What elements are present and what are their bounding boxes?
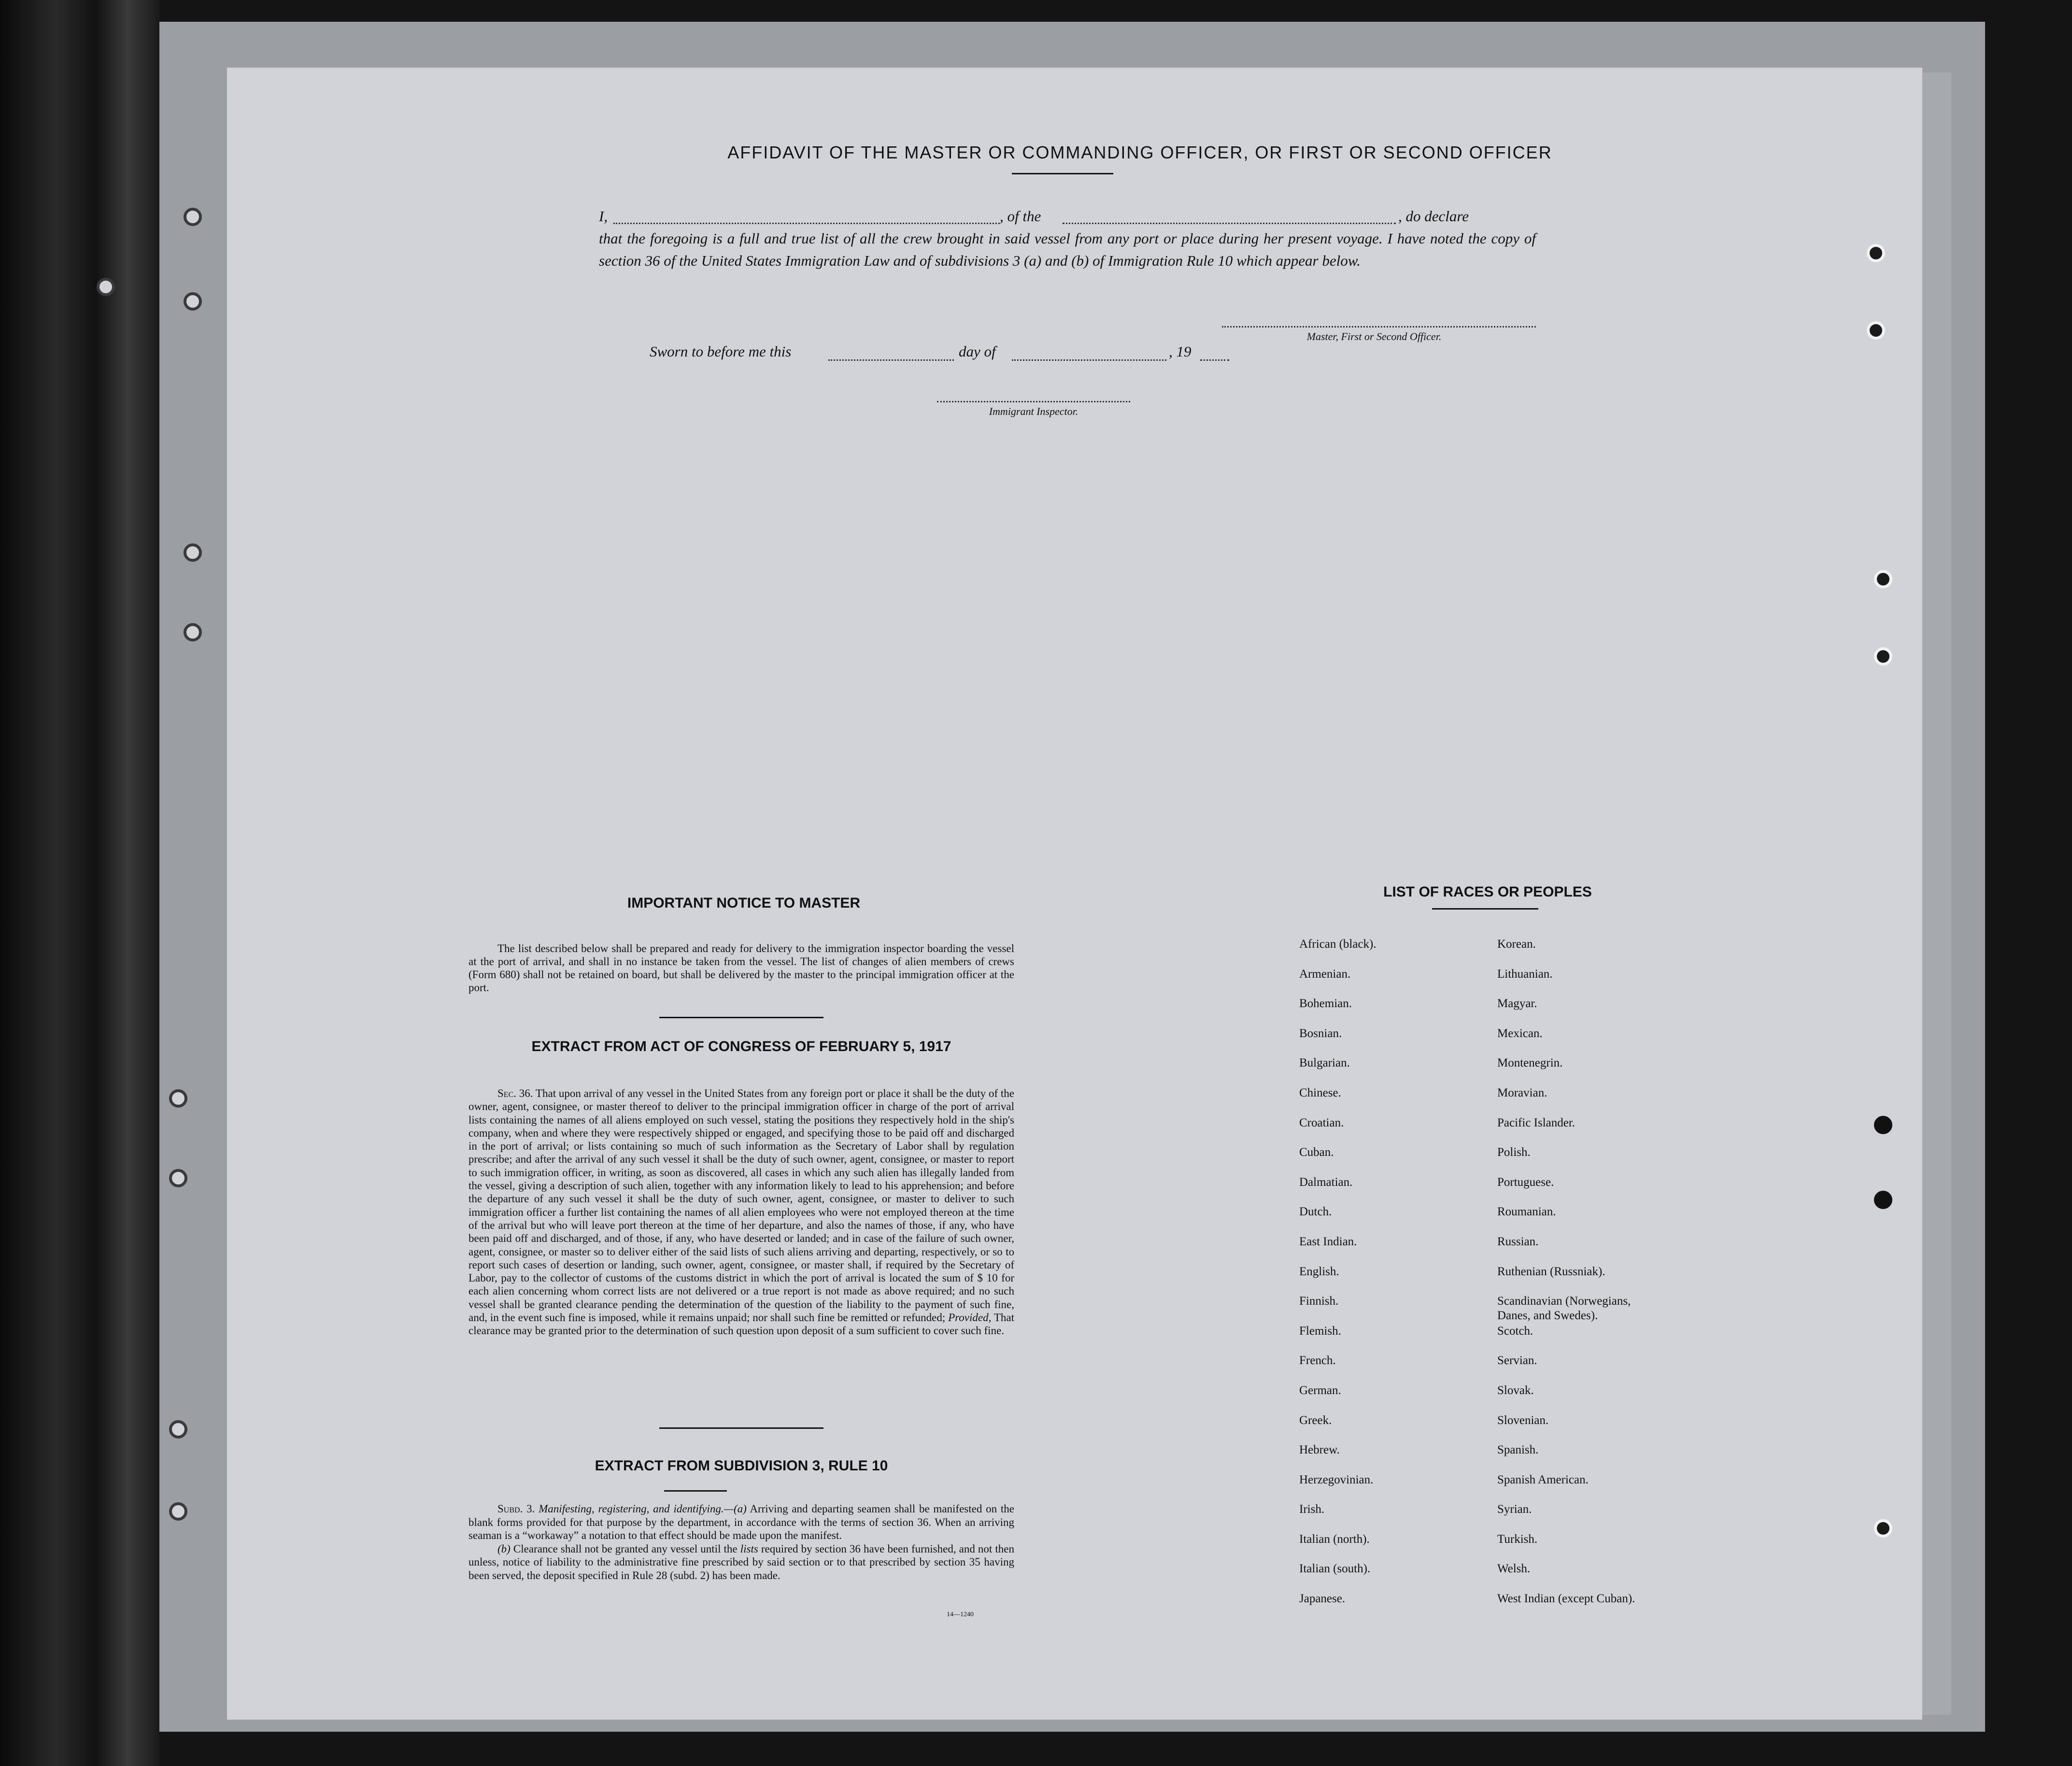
race-item: Magyar. <box>1497 997 1537 1011</box>
section-divider <box>659 1427 823 1429</box>
race-item: Syrian. <box>1497 1503 1532 1516</box>
punch-hole <box>169 1089 187 1108</box>
race-item: Roumanian. <box>1497 1205 1556 1219</box>
race-item: Hebrew. <box>1299 1443 1340 1457</box>
punch-hole <box>184 623 202 641</box>
provided-label: Provided, <box>948 1311 992 1324</box>
signature-label: Master, First or Second Officer. <box>1306 330 1442 342</box>
affidavit-page <box>227 68 1922 1720</box>
signature-line[interactable] <box>1222 326 1536 328</box>
race-item: Servian. <box>1497 1354 1537 1367</box>
sworn-year-field[interactable] <box>1200 343 1229 361</box>
affidavit-title: AFFIDAVIT OF THE MASTER OR COMMANDING OFFICER, OR FIRST OR SECOND OFFICER <box>727 142 1552 162</box>
races-divider <box>1432 908 1538 910</box>
inspector-block <box>932 401 1135 418</box>
affidavit-line1 <box>599 205 1536 228</box>
vessel-field[interactable] <box>1063 205 1396 224</box>
race-item: Slovak. <box>1497 1383 1534 1397</box>
title-divider <box>1012 173 1113 174</box>
race-item: Japanese. <box>1299 1592 1346 1606</box>
race-item: East Indian. <box>1299 1235 1357 1248</box>
section-label: Sec. 36. <box>497 1087 533 1099</box>
race-item: Bulgarian. <box>1299 1056 1350 1070</box>
race-item: Cuban. <box>1299 1146 1334 1159</box>
subd-text: Arriving and departing seamen shall be manifested on the blank forms provided for that purpose by the department, in accordance with the terms of section 36. When an arriving seaman is a “workaway” a notation to that effect should be made upon the manifest. <box>468 1503 1014 1541</box>
b-text-1: Clearance shall not be granted any vessel until the <box>513 1542 738 1555</box>
punch-hole <box>1867 244 1885 262</box>
race-item: Chinese. <box>1299 1086 1341 1099</box>
race-item: French. <box>1299 1354 1336 1367</box>
race-item: Welsh. <box>1497 1562 1531 1576</box>
race-item: Greek. <box>1299 1413 1332 1427</box>
extract-rule-title: EXTRACT FROM SUBDIVISION 3, RULE 10 <box>595 1458 888 1474</box>
subd-label: Subd. 3. <box>497 1503 535 1515</box>
race-item: Polish. <box>1497 1146 1531 1159</box>
sworn-line <box>650 343 1229 362</box>
section-text: That upon arrival of any vessel in the United States from any foreign port or place it shall be the duty of the owner, agent, consignee, or master thereof to deliver to the principal immigration officer in charge of the port of arrival lists containing the names of all aliens employed on such vessel, stating the positions they respectively hold in the ship's company, when and where they were respectively shipped or engaged, and specifying those to be paid off and discharged in the port of arrival; or lists containing so much of such information as the Secretary of Labor shall by regulation prescribe; and after the arrival of any such vessel it shall be the duty of such owner, agent, consignee, or master to report to such immigration officer, in writing, as soon as discovered, all cases in which any such alien has illegally landed from the vessel, giving a description of such alien, together with any information likely to lead to his apprehension; and before the departure of any such vessel it shall be the duty of such owner, agent, consignee, or master to deliver to such immigration officer a further list containing the names of all alien employees who were not employed thereon at the time of the arrival but who will leave port thereon at the time of her departure, and also the names of those, if any, who have been paid off and discharged, and of those, if any, who have deserted or landed; and in case of the failure of such owner, agent, consignee, or master so to deliver either of the said lists of such aliens arriving and departing, respectively, or so to report such cases of desertion or landing, such owner, agent, consignee, or master shall, if required by the Secretary of Labor, pay to the collector of customs of the customs district in which the port of arrival is located the sum of $ 10 for each alien concerning whom correct lists are not delivered or a true report is not made as above required; and no such vessel shall be granted clearance pending the determination of the question of the liability to the payment of such fine, and, in the event such fine is imposed, while it remains unpaid; nor shall such fine be remitted or refunded; <box>468 1087 1014 1324</box>
form-number: 14—1240 <box>947 1611 974 1618</box>
affidavit-i: I, <box>599 208 608 225</box>
punch-hole <box>184 543 202 562</box>
race-item: Ruthenian (Russniak). <box>1497 1265 1605 1278</box>
punch-hole <box>169 1502 187 1521</box>
race-item: German. <box>1299 1383 1341 1397</box>
race-item: West Indian (except Cuban). <box>1497 1592 1635 1606</box>
section-divider <box>659 1017 823 1018</box>
signature-block <box>1212 326 1536 343</box>
provided-text: That clearance may be granted prior to the determination of such question upon deposit of a sum sufficient to cover such fine. <box>468 1311 1014 1337</box>
races-column-2 <box>1497 937 1739 1622</box>
notice-body: The list described below shall be prepared and ready for delivery to the immigration inspector boarding the vessel at the port of arrival, and shall in no instance be taken from the vessel. The list of changes of alien members of crews (Form 680) shall not be retained on board, but shall be delivered by the master to the principal immigration officer at the port. <box>468 942 1014 994</box>
affidavit-declare: , do declare <box>1398 208 1469 225</box>
race-item: Portuguese. <box>1497 1175 1554 1189</box>
race-item: Russian. <box>1497 1235 1539 1248</box>
punch-hole <box>1867 321 1885 340</box>
extract-rule-body <box>468 1502 1014 1582</box>
affidavit-text: that the foregoing is a full and true list of all the crew brought in said vessel from any port or place during her present voyage. I have noted the copy of section 36 of the United States Immigration Law and of subdivisions 3 (a) and (b) of Immigration Rule 10 which appear below. <box>599 230 1536 269</box>
sworn-year: , 19 <box>1169 343 1192 360</box>
inspector-signature-line[interactable] <box>937 401 1130 402</box>
race-item: Croatian. <box>1299 1116 1344 1129</box>
subd-paragraph <box>468 1502 1014 1542</box>
race-item: Bosnian. <box>1299 1026 1342 1040</box>
race-item: Bohemian. <box>1299 997 1352 1011</box>
punch-hole <box>184 292 202 311</box>
sworn-day-field[interactable] <box>828 343 954 361</box>
race-item: Italian (south). <box>1299 1562 1371 1576</box>
sworn-day-of: day of <box>959 343 996 360</box>
b-text-2: required by section 36 have been furnished, and not then unless, notice of liability to the administrative fine prescribed by said section or to that prescribed by section 35 having been served, the deposit specified in Rule 28 (subd. 2) has been made. <box>468 1542 1015 1581</box>
punch-hole <box>1874 647 1892 666</box>
sworn-month-field[interactable] <box>1012 343 1166 361</box>
race-item: Korean. <box>1497 938 1536 951</box>
race-item: Scandinavian (Norwegians, Danes, and Swedes). <box>1497 1295 1631 1323</box>
race-item: Mexican. <box>1497 1026 1543 1040</box>
race-item: Lithuanian. <box>1497 967 1553 981</box>
punch-hole <box>1874 1191 1892 1209</box>
scan-border-left <box>0 0 159 1766</box>
race-item: Flemish. <box>1299 1324 1341 1338</box>
punch-hole <box>97 278 115 296</box>
sworn-prefix: Sworn to before me this <box>650 343 792 360</box>
extract-act-title: EXTRACT FROM ACT OF CONGRESS OF FEBRUARY 5, 1917 <box>531 1039 951 1054</box>
punch-hole <box>1874 570 1892 588</box>
b-label: (b) <box>497 1542 511 1555</box>
race-item: Armenian. <box>1299 967 1351 981</box>
race-item: Turkish. <box>1497 1532 1538 1546</box>
punch-hole <box>1874 1116 1892 1134</box>
race-item: Montenegrin. <box>1497 1056 1563 1070</box>
page-edge <box>1922 72 1951 1715</box>
notice-title: IMPORTANT NOTICE TO MASTER <box>627 895 861 911</box>
inspector-label: Immigrant Inspector. <box>989 405 1079 417</box>
race-item: Dalmatian. <box>1299 1175 1353 1189</box>
races-column-1 <box>1299 937 1502 1622</box>
race-item: Irish. <box>1299 1503 1325 1516</box>
section-divider <box>664 1490 727 1492</box>
race-item: Moravian. <box>1497 1086 1547 1099</box>
subd-heading: Manifesting, registering, and identifying.—(a) <box>539 1503 747 1515</box>
punch-hole <box>169 1169 187 1187</box>
race-item: African (black). <box>1299 938 1377 951</box>
race-item: Scotch. <box>1497 1324 1533 1338</box>
race-item: Spanish. <box>1497 1443 1539 1457</box>
b-lists: lists <box>740 1542 758 1555</box>
race-item: Slovenian. <box>1497 1413 1549 1427</box>
race-item: Italian (north). <box>1299 1532 1370 1546</box>
race-item: English. <box>1299 1265 1339 1278</box>
race-item: Pacific Islander. <box>1497 1116 1575 1129</box>
extract-act-body <box>468 1087 1014 1338</box>
name-field[interactable] <box>613 205 1000 224</box>
punch-hole <box>1874 1519 1892 1538</box>
race-item: Dutch. <box>1299 1205 1332 1219</box>
punch-hole <box>184 208 202 226</box>
race-item: Spanish American. <box>1497 1473 1589 1486</box>
race-item: Herzegovinian. <box>1299 1473 1374 1486</box>
race-item: Finnish. <box>1299 1295 1339 1308</box>
clearance-paragraph <box>468 1542 1014 1582</box>
races-title: LIST OF RACES OR PEOPLES <box>1383 884 1592 900</box>
punch-hole <box>169 1420 187 1438</box>
affidavit-of-the: , of the <box>1000 208 1041 225</box>
